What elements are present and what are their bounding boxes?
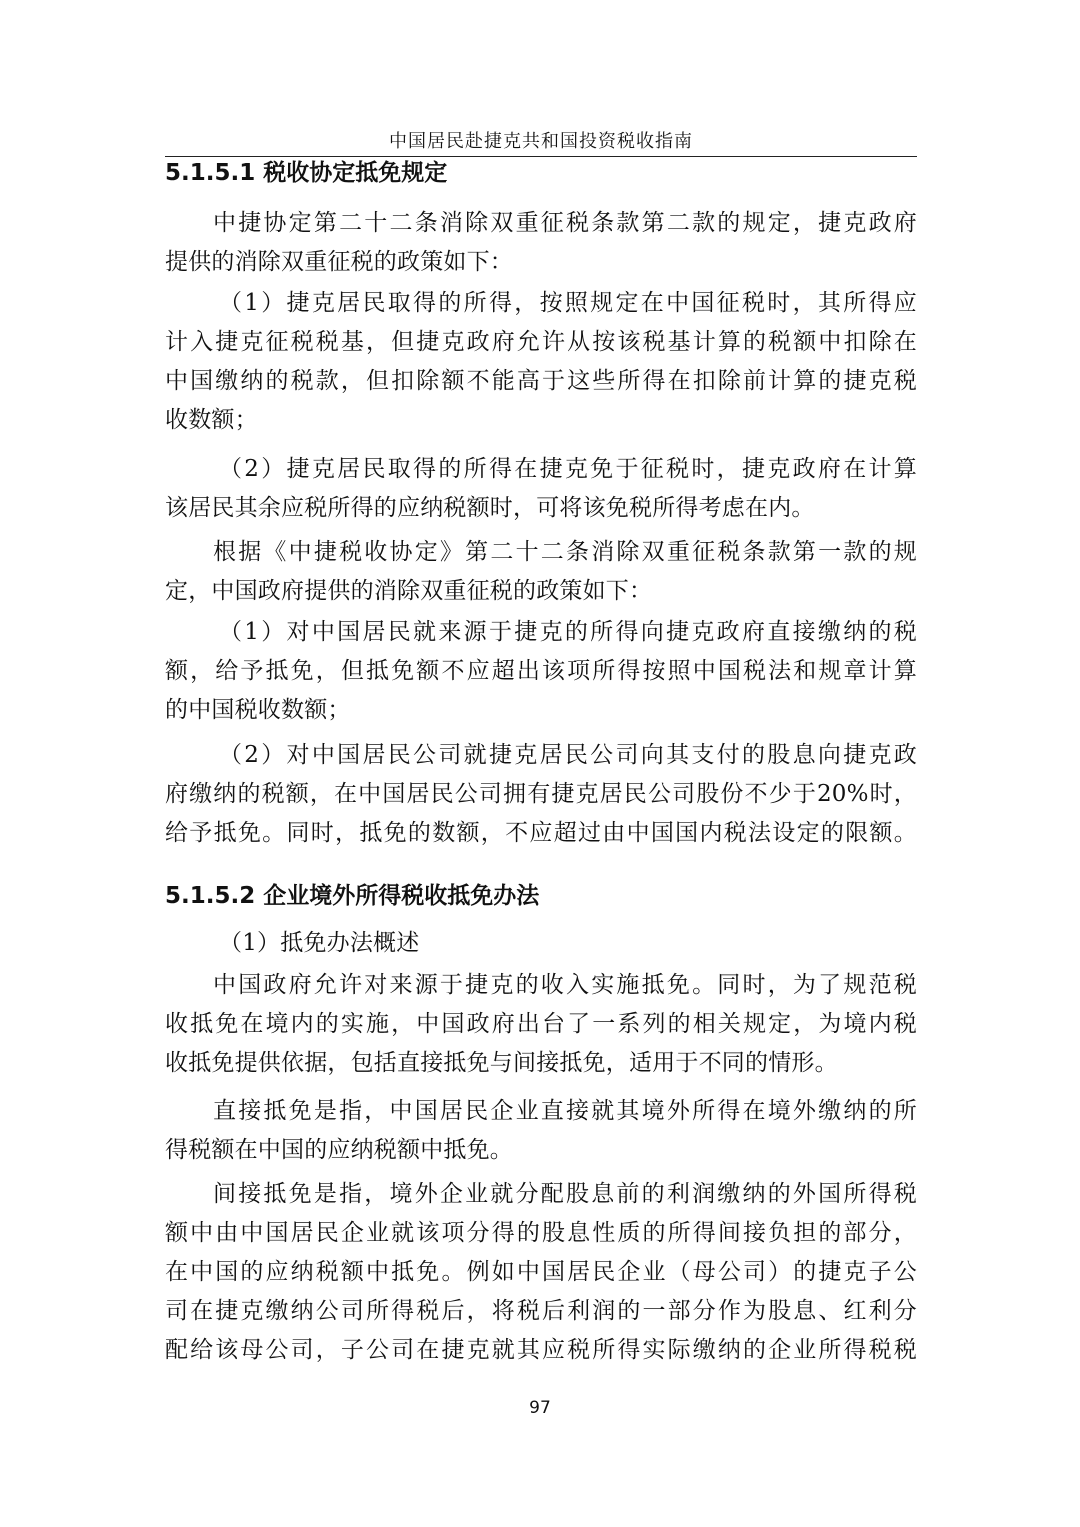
text-line: 该居民其余应税所得的应纳税额时，可将该免税所得考虑在内。 [165,495,815,521]
text-line: 在中国的应纳税额中抵免。例如中国居民企业（母公司）的捷克子公 [165,1259,917,1285]
running-header: 中国居民赴捷克共和国投资税收指南 [389,131,693,152]
section-heading-5-1-5-1: 5.1.5.1 税收协定抵免规定 [165,160,448,186]
paragraph [165,284,917,440]
section-heading-5-1-5-2: 5.1.5.2 企业境外所得税收抵免办法 [165,883,540,909]
text-line: 中国缴纳的税款，但扣除额不能高于这些所得在扣除前计算的捷克税 [165,368,917,394]
text-line: 额，给予抵免，但抵免额不应超出该项所得按照中国税法和规章计算 [165,658,917,684]
text-line: 的中国税收数额； [165,697,351,723]
text-line: （2）对中国居民公司就捷克居民公司向其支付的股息向捷克政 [219,742,917,768]
text-line: 计入捷克征税税基，但捷克政府允许从按该税基计算的税额中扣除在 [165,329,917,355]
text-line: 中国政府允许对来源于捷克的收入实施抵免。同时，为了规范税 [213,972,917,998]
text-line: 定，中国政府提供的消除双重征税的政策如下： [165,578,653,604]
text-line: 根据《中捷税收协定》第二十二条消除双重征税条款第一款的规 [213,539,917,565]
paragraph [165,204,917,282]
text-line: 配给该母公司，子公司在捷克就其应税所得实际缴纳的企业所得税税 [165,1337,917,1363]
paragraph [165,966,917,1083]
text-line: 府缴纳的税额，在中国居民公司拥有捷克居民公司股份不少于20%时， [165,781,917,807]
text-line: 得税额在中国的应纳税额中抵免。 [165,1137,513,1163]
text-line: 间接抵免是指，境外企业就分配股息前的利润缴纳的外国所得税 [213,1181,917,1207]
paragraph [165,533,917,611]
text-line: 收抵免提供依据，包括直接抵免与间接抵免，适用于不同的情形。 [165,1050,838,1076]
paragraph [165,736,917,853]
paragraph [165,1175,917,1370]
paragraph [165,1092,917,1170]
text-line: 直接抵免是指，中国居民企业直接就其境外所得在境外缴纳的所 [213,1098,917,1124]
paragraph [165,613,917,730]
text-line: （1）捷克居民取得的所得，按照规定在中国征税时，其所得应 [219,290,917,316]
text-line: 收抵免在境内的实施，中国政府出台了一系列的相关规定，为境内税 [165,1011,917,1037]
text-line: 司在捷克缴纳公司所得税后，将税后利润的一部分作为股息、红利分 [165,1298,917,1324]
paragraph [165,450,917,528]
text-line: 收数额； [165,407,258,433]
text-line: 提供的消除双重征税的政策如下： [165,249,513,275]
text-line: （2）捷克居民取得的所得在捷克免于征税时，捷克政府在计算 [219,456,917,482]
text-line: （1）对中国居民就来源于捷克的所得向捷克政府直接缴纳的税 [219,619,917,645]
text-line: （1）抵免办法概述 [219,930,420,956]
text-line: 给予抵免。同时，抵免的数额，不应超过由中国国内税法设定的限额。 [165,820,917,846]
paragraph [165,924,917,963]
page-number: 97 [529,1398,551,1418]
text-line: 额中由中国居民企业就该项分得的股息性质的所得间接负担的部分， [165,1220,917,1246]
text-line: 中捷协定第二十二条消除双重征税条款第二款的规定，捷克政府 [213,210,917,236]
